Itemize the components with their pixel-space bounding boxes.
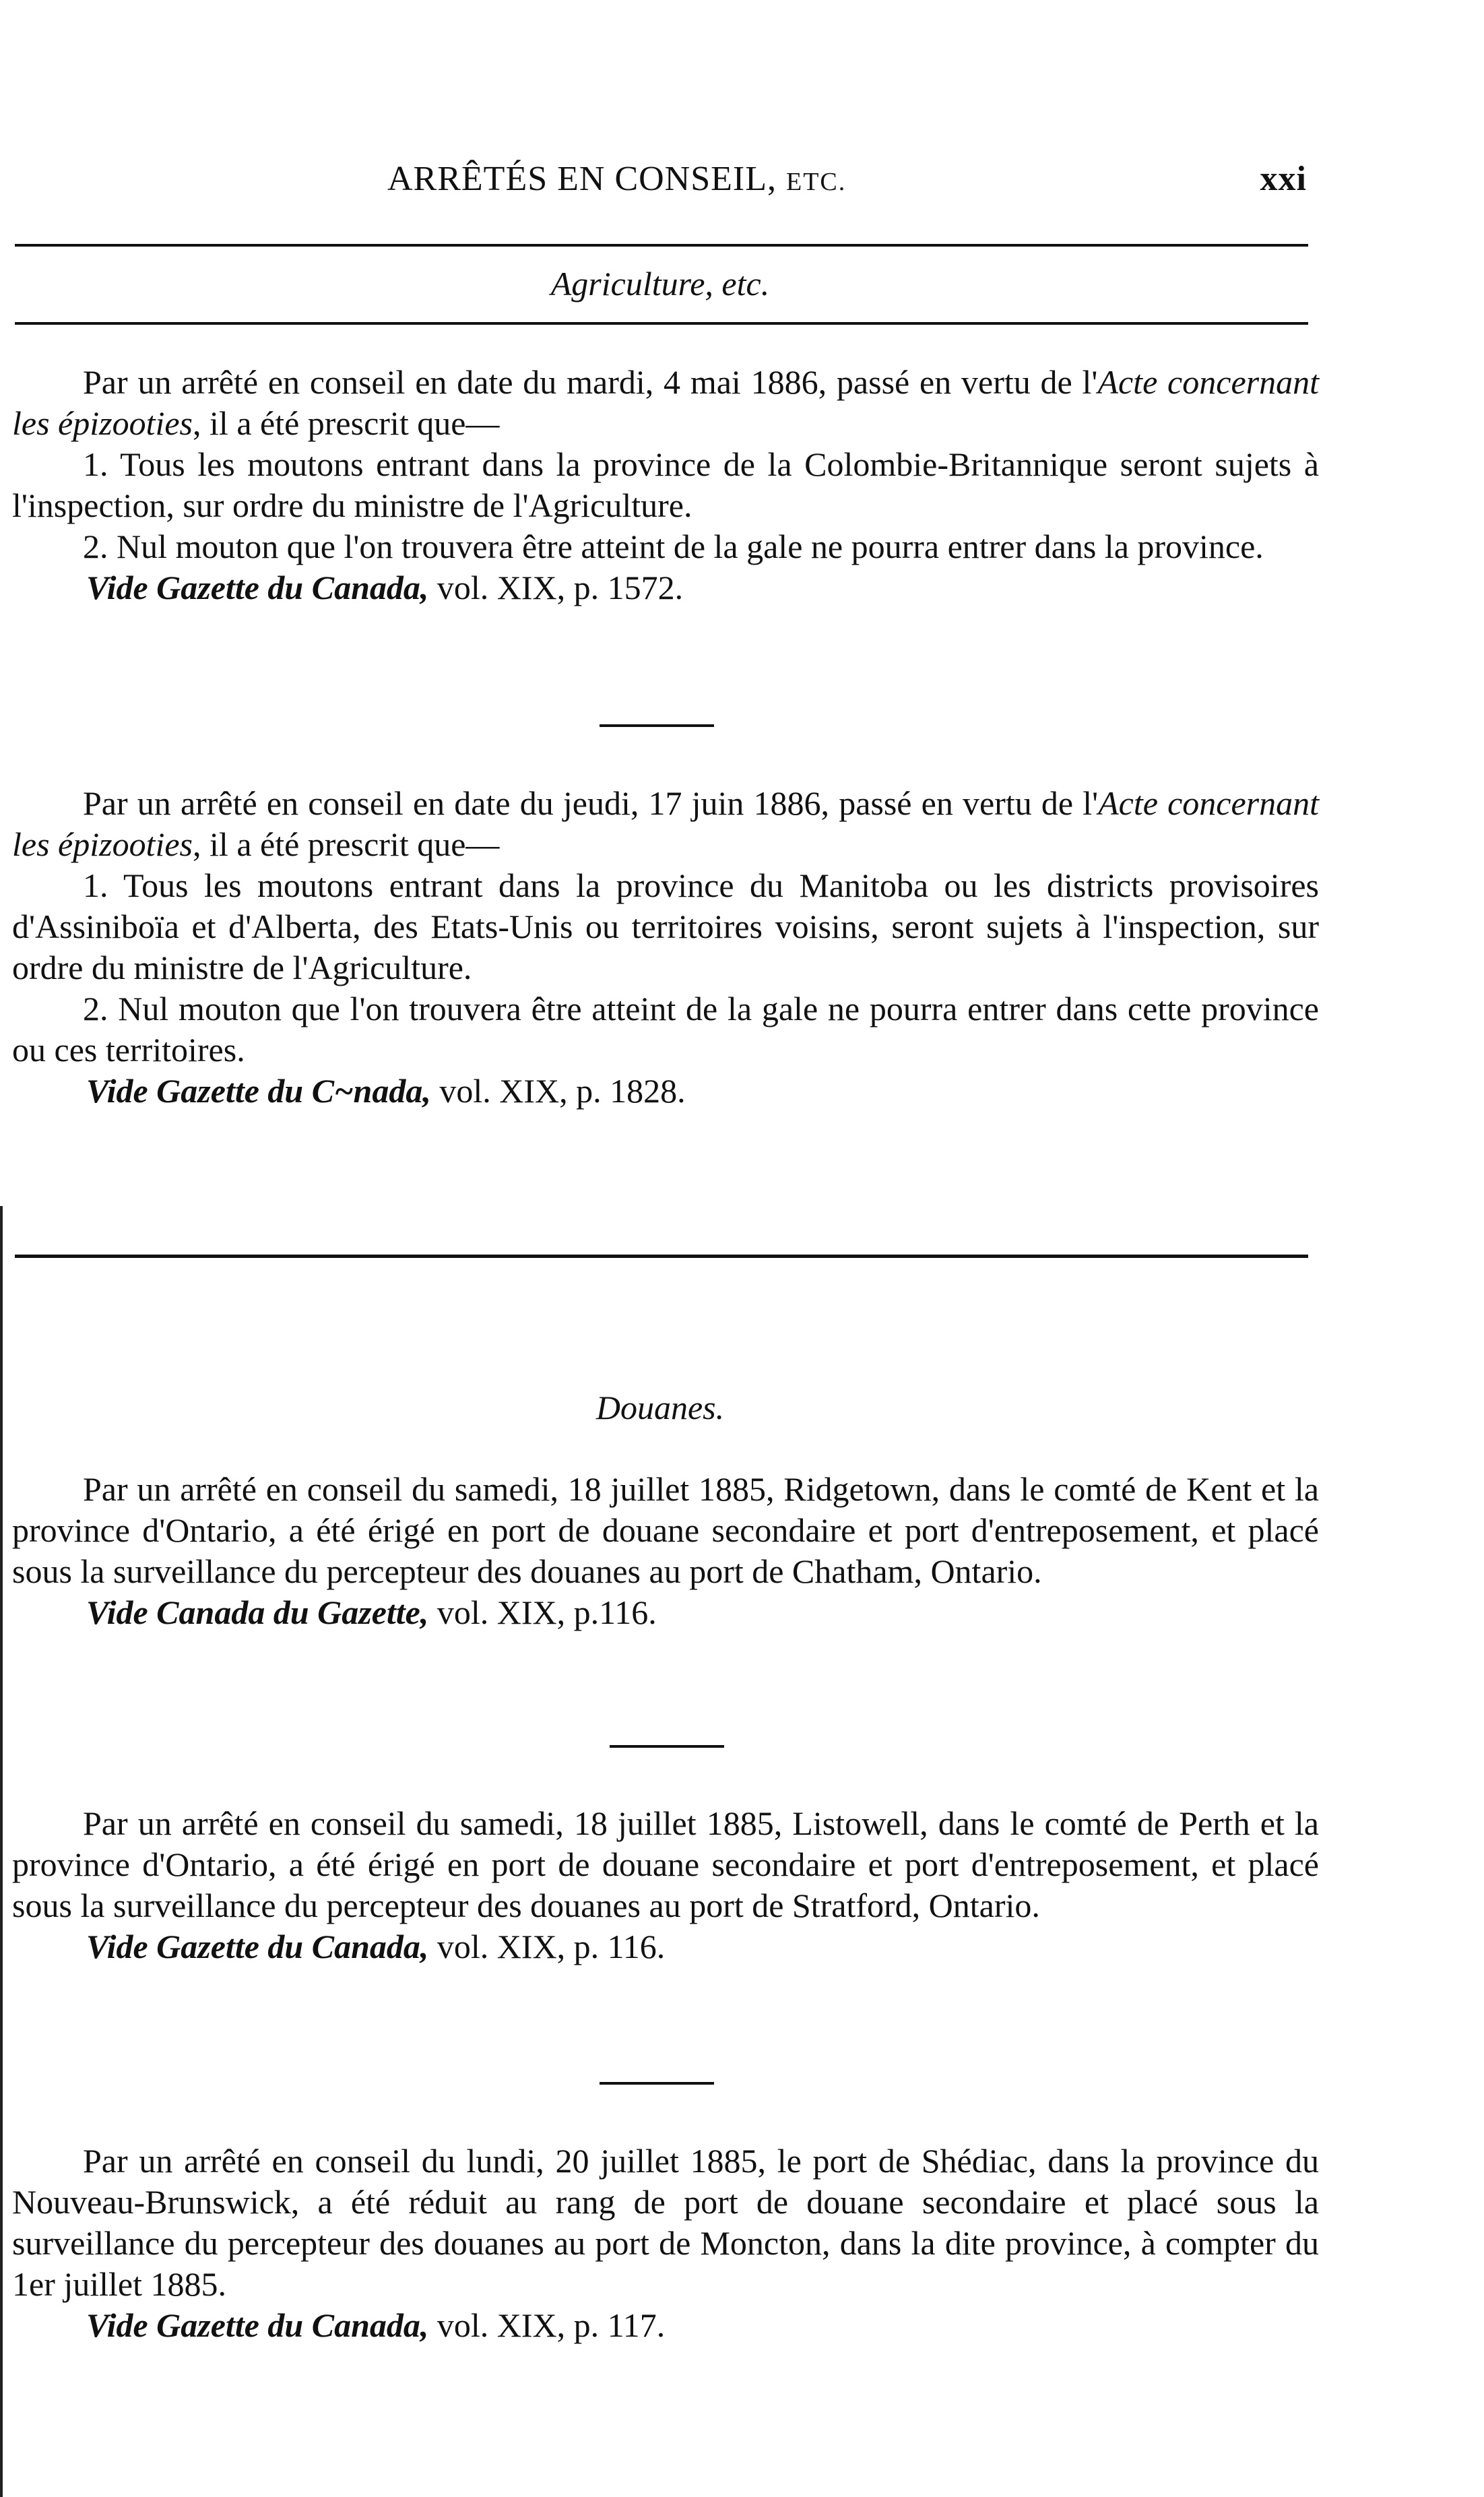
running-head-title-small: ETC. (786, 168, 847, 196)
entry-intro: Par un arrêté en conseil en date du jeudi, 17 juin 1886, passé en vertu de l'Acte concernant les épizooties, il a été prescrit que— (12, 784, 1319, 863)
header-rule (15, 244, 1308, 247)
entry-item-1: 1. Tous les moutons entrant dans la province de la Colombie-Britannique seront sujets à l'inspection, sur ordre du ministre de l'Agriculture. (12, 445, 1319, 524)
entry-item-1: 1. Tous les moutons entrant dans la province du Manitoba ou les districts provisoires d'Assiniboïa et d'Alberta, des Etats-Unis ou territoires voisins, seront sujets à l'inspection, sur ordre du ministre de l'Agriculture. (12, 866, 1319, 986)
entry-item-2: 2. Nul mouton que l'on trouvera être atteint de la gale ne pourra entrer dans cette province ou ces territoires. (12, 990, 1319, 1069)
gazette-reference: Vide Gazette du Canada, vol. XIX, p. 117. (86, 2306, 666, 2344)
gazette-reference: Vide Gazette du Canada, vol. XIX, p. 1572. (86, 569, 684, 606)
act-title: Acte concernant les épizooties (12, 363, 1319, 442)
entry-item-2: 2. Nul mouton que l'on trouvera être atteint de la gale ne pourra entrer dans la province. (83, 528, 1264, 565)
running-head-title: ARRÊTÉS EN CONSEIL, ETC. (387, 160, 847, 198)
entry-text: Par un arrêté en conseil du lundi, 20 juillet 1885, le port de Shédiac, dans la province du Nouveau-Brunswick, a été réduit au rang de port de douane secondaire et placé sous la surveillance du percepteur des douanes au port de Moncton, dans la dite province, à compter du 1er juillet 1885. (12, 2142, 1319, 2303)
entry-separator (610, 1745, 724, 1748)
act-title: Acte concernant les épizooties (12, 784, 1319, 863)
page-number: xxi (1260, 160, 1307, 198)
entry-douanes-1 (12, 1469, 1319, 1633)
entry-separator (600, 724, 714, 727)
entry-agriculture-2 (12, 783, 1319, 1112)
section-divider (15, 1255, 1308, 1258)
entry-agriculture-1 (12, 362, 1319, 608)
gazette-reference: Vide Gazette du Canada, vol. XIX, p. 116. (86, 1928, 666, 1965)
entry-douanes-2 (12, 1803, 1319, 1967)
entry-douanes-3 (12, 2141, 1319, 2346)
entry-text: Par un arrêté en conseil du samedi, 18 juillet 1885, Listowell, dans le comté de Perth et la province d'Ontario, a été érigé en port de douane secondaire et port d'entreposement, et placé sous la surveillance du percepteur des douanes au port de Stratford, Ontario. (12, 1804, 1319, 1924)
binding-edge (0, 1206, 3, 2497)
entry-text: Par un arrêté en conseil du samedi, 18 juillet 1885, Ridgetown, dans le comté de Kent et la province d'Ontario, a été érigé en port de douane secondaire et port d'entreposement, et placé sous la surveillance du percepteur des douanes au port de Chatham, Ontario. (12, 1470, 1319, 1590)
section-title-douanes: Douanes. (595, 1389, 725, 1426)
gazette-reference: Vide Canada du Gazette, vol. XIX, p.116. (86, 1593, 657, 1631)
entry-separator (600, 2082, 714, 2085)
running-head (13, 159, 1307, 206)
entry-intro: Par un arrêté en conseil en date du mardi, 4 mai 1886, passé en vertu de l'Acte concernant les épizooties, il a été prescrit que— (12, 363, 1319, 442)
section-rule (15, 322, 1308, 325)
section-title-agriculture: Agriculture, etc. (550, 265, 770, 303)
gazette-reference: Vide Gazette du C~nada, vol. XIX, p. 1828. (86, 1072, 686, 1110)
